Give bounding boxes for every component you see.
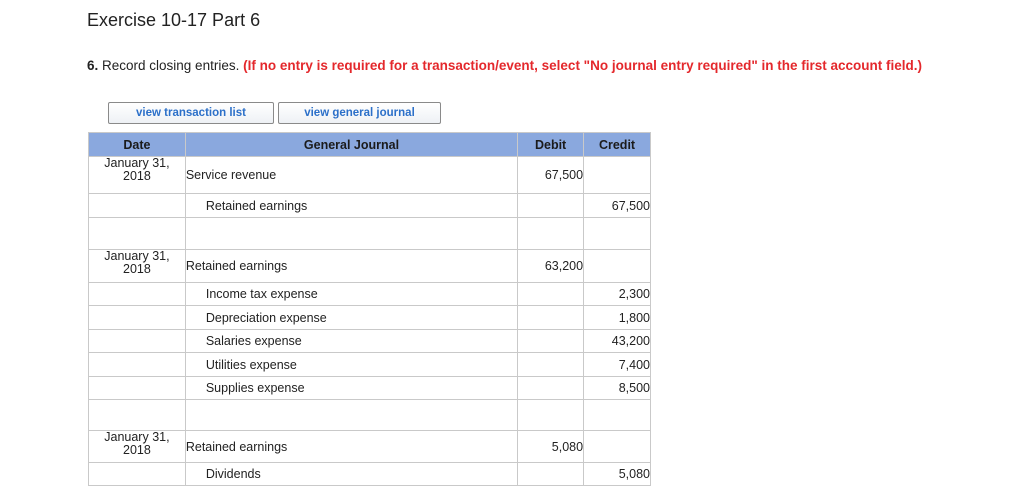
journal-account-cell[interactable]: Supplies expense xyxy=(185,377,517,400)
journal-account-cell[interactable] xyxy=(185,400,517,431)
journal-date-cell[interactable] xyxy=(89,353,186,377)
header-credit: Credit xyxy=(584,133,651,157)
journal-row xyxy=(89,330,651,353)
journal-credit-cell[interactable]: 5,080 xyxy=(584,463,651,486)
journal-account-cell[interactable]: Service revenue xyxy=(185,157,517,194)
journal-credit-cell[interactable] xyxy=(584,218,651,250)
journal-debit-cell[interactable] xyxy=(518,218,584,250)
journal-row xyxy=(89,250,651,283)
journal-row xyxy=(89,194,651,218)
journal-row xyxy=(89,353,651,377)
journal-row xyxy=(89,218,651,250)
journal-row xyxy=(89,283,651,306)
journal-body xyxy=(89,157,651,486)
journal-debit-cell[interactable]: 67,500 xyxy=(518,157,584,194)
journal-account-cell[interactable]: Retained earnings xyxy=(185,250,517,283)
journal-debit-cell[interactable] xyxy=(518,463,584,486)
journal-date-cell[interactable] xyxy=(89,377,186,400)
instruction-text: Record closing entries. xyxy=(98,58,244,73)
journal-credit-cell[interactable]: 67,500 xyxy=(584,194,651,218)
journal-debit-cell[interactable] xyxy=(518,377,584,400)
journal-header-row xyxy=(89,133,651,157)
journal-account-cell[interactable]: Income tax expense xyxy=(185,283,517,306)
journal-date-cell[interactable] xyxy=(89,283,186,306)
general-journal-table xyxy=(88,132,651,486)
instructions xyxy=(87,58,922,73)
journal-row xyxy=(89,463,651,486)
journal-debit-cell[interactable] xyxy=(518,194,584,218)
journal-credit-cell[interactable] xyxy=(584,400,651,431)
view-transaction-list-button[interactable]: view transaction list xyxy=(108,102,274,124)
journal-date-cell[interactable] xyxy=(89,218,186,250)
journal-account-cell[interactable]: Depreciation expense xyxy=(185,306,517,330)
journal-date-cell[interactable]: January 31, 2018 xyxy=(89,250,186,283)
journal-account-cell[interactable]: Retained earnings xyxy=(185,431,517,463)
journal-debit-cell[interactable]: 5,080 xyxy=(518,431,584,463)
journal-row xyxy=(89,306,651,330)
journal-date-cell[interactable] xyxy=(89,330,186,353)
journal-date-cell[interactable]: January 31, 2018 xyxy=(89,431,186,463)
journal-debit-cell[interactable]: 63,200 xyxy=(518,250,584,283)
journal-account-cell[interactable]: Utilities expense xyxy=(185,353,517,377)
header-general-journal: General Journal xyxy=(185,133,517,157)
journal-account-cell[interactable]: Salaries expense xyxy=(185,330,517,353)
journal-account-cell[interactable]: Dividends xyxy=(185,463,517,486)
journal-credit-cell[interactable]: 1,800 xyxy=(584,306,651,330)
journal-account-cell[interactable]: Retained earnings xyxy=(185,194,517,218)
journal-debit-cell[interactable] xyxy=(518,353,584,377)
journal-date-cell[interactable]: January 31, 2018 xyxy=(89,157,186,194)
journal-credit-cell[interactable]: 8,500 xyxy=(584,377,651,400)
journal-date-cell[interactable] xyxy=(89,306,186,330)
journal-credit-cell[interactable]: 2,300 xyxy=(584,283,651,306)
journal-credit-cell[interactable] xyxy=(584,250,651,283)
journal-date-cell[interactable] xyxy=(89,400,186,431)
journal-credit-cell[interactable]: 7,400 xyxy=(584,353,651,377)
journal-row xyxy=(89,157,651,194)
journal-debit-cell[interactable] xyxy=(518,306,584,330)
journal-credit-cell[interactable]: 43,200 xyxy=(584,330,651,353)
journal-date-cell[interactable] xyxy=(89,463,186,486)
journal-row xyxy=(89,400,651,431)
journal-row xyxy=(89,431,651,463)
journal-row xyxy=(89,377,651,400)
journal-date-cell[interactable] xyxy=(89,194,186,218)
journal-debit-cell[interactable] xyxy=(518,330,584,353)
journal-debit-cell[interactable] xyxy=(518,283,584,306)
journal-debit-cell[interactable] xyxy=(518,400,584,431)
instruction-number: 6. xyxy=(87,58,99,73)
journal-credit-cell[interactable] xyxy=(584,431,651,463)
journal-credit-cell[interactable] xyxy=(584,157,651,194)
page-title: Exercise 10-17 Part 6 xyxy=(87,10,261,30)
instruction-note: (If no entry is required for a transaction/event, select "No journal entry required" in the first account field.) xyxy=(243,58,923,73)
header-debit: Debit xyxy=(518,133,584,157)
header-date: Date xyxy=(89,133,186,157)
journal-account-cell[interactable] xyxy=(185,218,517,250)
view-general-journal-button[interactable]: view general journal xyxy=(278,102,441,124)
